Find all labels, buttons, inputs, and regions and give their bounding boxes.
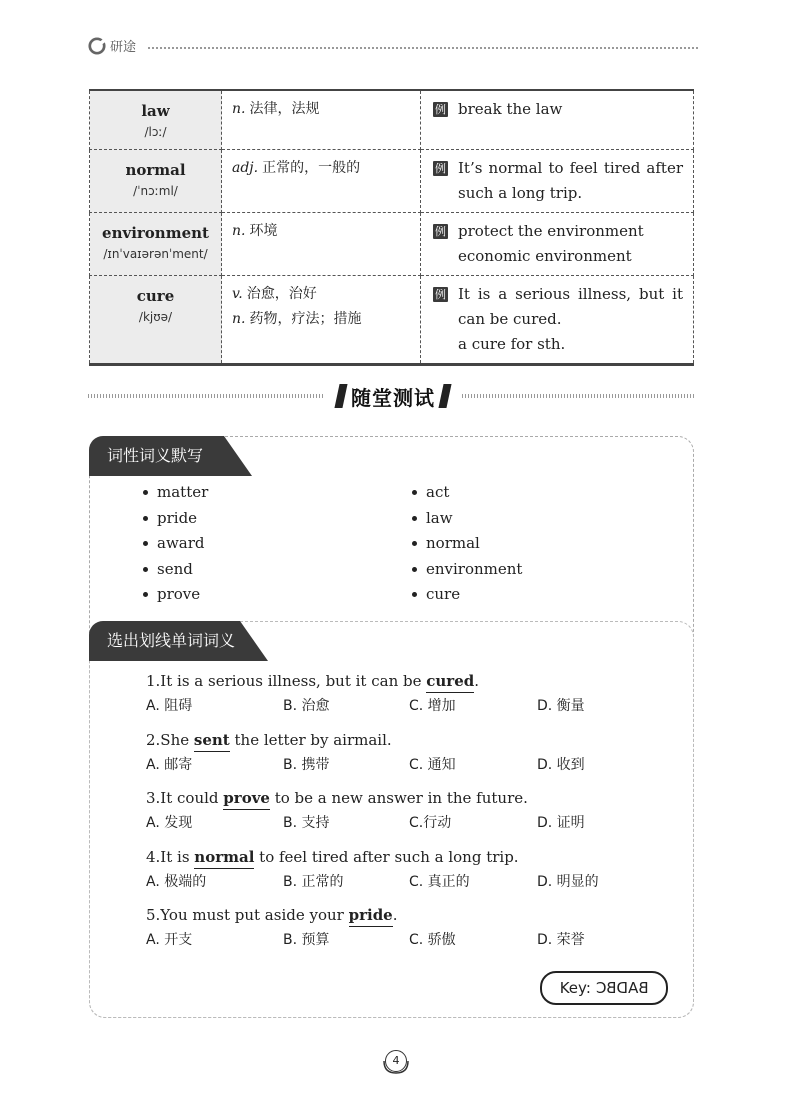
dictation-tab: 词性词义默写	[89, 436, 224, 476]
answer-key	[540, 971, 668, 1005]
list-item	[143, 582, 208, 608]
dictation-list-left	[143, 480, 208, 608]
quiz-question	[146, 845, 666, 895]
part-of-speech: n.	[232, 222, 246, 239]
vocab-row	[90, 149, 694, 212]
meaning: 法律，法规	[249, 101, 320, 117]
vocab-row	[90, 275, 694, 364]
option-c: C. 增加	[409, 698, 456, 714]
list-item-text: act	[426, 483, 450, 501]
vocab-word: law	[141, 102, 170, 120]
option-a: A. 开支	[146, 932, 193, 948]
section-banner	[88, 380, 696, 412]
list-item	[412, 506, 522, 532]
page-number	[381, 1046, 411, 1076]
page-header	[88, 36, 698, 60]
question-text: 5.You must put aside your	[146, 906, 349, 924]
example-text: It is a serious illness, but it can be cured.	[458, 284, 683, 328]
option-a: A. 邮寄	[146, 757, 193, 773]
example-cell	[421, 90, 694, 149]
bullet-icon	[412, 592, 417, 597]
question-text: .	[392, 906, 398, 924]
quiz-question	[146, 903, 666, 953]
example-badge-icon: 例	[435, 287, 446, 301]
vocab-phonetic: /ɪnˈvaɪərənˈment/	[103, 246, 208, 261]
list-item	[412, 582, 522, 608]
word-cell	[90, 275, 222, 364]
question-text: the letter by airmail.	[229, 731, 392, 749]
bullet-icon	[412, 490, 417, 495]
bracket-left-icon	[334, 384, 347, 408]
question-text: .	[474, 672, 480, 690]
dictation-list-right	[412, 480, 522, 608]
bullet-icon	[412, 541, 417, 546]
list-item	[412, 531, 522, 557]
option-c: C. 通知	[409, 757, 456, 773]
vocab-word: environment	[102, 223, 209, 242]
bullet-icon	[412, 516, 417, 521]
definition-cell	[222, 90, 421, 149]
banner-left-line	[88, 394, 324, 398]
vocab-phonetic: /kjʊə/	[138, 309, 173, 324]
quiz-question	[146, 786, 666, 836]
list-item-text: award	[157, 534, 205, 552]
vocab-word: normal	[125, 160, 186, 179]
page-number-text: 4	[385, 1050, 407, 1072]
vocab-phonetic: /lɔː/	[144, 125, 167, 139]
list-item-text: prove	[157, 585, 201, 603]
example-badge-icon: 例	[435, 161, 446, 175]
question-text: 2.She	[146, 731, 194, 749]
part-of-speech: v.	[232, 285, 243, 302]
option-a: A. 阻碍	[146, 698, 193, 714]
option-b: B. 预算	[283, 932, 330, 948]
definition-cell	[222, 275, 421, 364]
option-b: B. 携带	[283, 757, 330, 773]
option-d: D. 证明	[537, 815, 585, 831]
quiz-question	[146, 728, 666, 778]
list-item	[143, 506, 208, 532]
vocab-word: cure	[136, 286, 175, 305]
vocab-phonetic: /ˈnɔːml/	[133, 183, 178, 198]
brand-logo	[88, 36, 136, 55]
question-text: 1.It is a serious illness, but it can be	[146, 672, 427, 690]
underlined-word: normal	[194, 848, 254, 869]
list-item-text: send	[157, 559, 193, 578]
answer-key-value: BADBC	[595, 979, 649, 997]
list-item	[412, 557, 522, 583]
part-of-speech: n.	[232, 310, 246, 327]
option-c: C. 真正的	[409, 874, 470, 890]
option-d: D. 收到	[537, 757, 585, 773]
word-cell	[90, 212, 222, 275]
section-title	[328, 380, 458, 412]
quiz-question	[146, 669, 666, 719]
example-text: a cure for sth.	[458, 334, 566, 353]
quiz-tab: 选出划线单词词义	[89, 621, 240, 661]
list-item-text: law	[426, 508, 453, 527]
question-text: 4.It is	[146, 848, 195, 866]
example-cell	[421, 149, 694, 212]
option-b: B. 治愈	[283, 698, 330, 714]
example-text: protect the environment	[458, 221, 644, 240]
bracket-right-icon	[438, 384, 451, 408]
bullet-icon	[143, 490, 148, 495]
underlined-word: cured	[426, 672, 474, 693]
brand-name: 研途	[110, 40, 137, 55]
list-item	[143, 480, 208, 506]
vocab-row	[90, 90, 694, 149]
section-title-text: 随堂测试	[351, 385, 435, 410]
list-item-text: matter	[157, 483, 209, 501]
header-divider	[148, 47, 698, 49]
question-text: to be a new answer in the future.	[269, 789, 528, 807]
list-item	[143, 557, 208, 583]
option-b: B. 正常的	[283, 874, 344, 890]
bullet-icon	[143, 516, 148, 521]
option-c: C. 骄傲	[409, 932, 456, 948]
example-badge-icon: 例	[435, 103, 446, 116]
meaning: 正常的，一般的	[262, 159, 361, 176]
question-text: 3.It could	[146, 789, 224, 807]
option-a: A. 发现	[146, 815, 193, 831]
underlined-word: sent	[194, 731, 230, 752]
word-cell	[90, 149, 222, 212]
meaning: 治愈，治好	[246, 285, 317, 302]
list-item-text: normal	[426, 534, 480, 552]
underlined-word: pride	[349, 906, 393, 927]
example-cell	[421, 275, 694, 364]
answer-key-label: Key:	[559, 979, 591, 997]
list-item-text: pride	[157, 508, 198, 527]
underlined-word: prove	[223, 789, 270, 810]
bullet-icon	[143, 541, 148, 546]
list-item-text: cure	[426, 585, 461, 603]
bullet-icon	[412, 567, 417, 572]
bullet-icon	[143, 592, 148, 597]
example-cell	[421, 212, 694, 275]
swirl-logo-icon	[88, 37, 106, 55]
meaning: 药物，疗法；措施	[249, 310, 362, 327]
question-text: to feel tired after such a long trip.	[254, 848, 519, 866]
bullet-icon	[143, 567, 148, 572]
option-b: B. 支持	[283, 815, 330, 831]
list-item	[143, 531, 208, 557]
word-cell	[90, 90, 222, 149]
vocab-row	[90, 212, 694, 275]
definition-cell	[222, 149, 421, 212]
option-c: C.行动	[409, 815, 452, 831]
example-text: break the law	[458, 100, 563, 118]
example-badge-icon: 例	[435, 224, 446, 238]
part-of-speech: adj.	[232, 159, 259, 176]
example-text: economic environment	[458, 246, 632, 265]
option-a: A. 极端的	[146, 874, 207, 890]
example-text: It’s normal to feel tired after such a long trip.	[458, 158, 683, 202]
option-d: D. 衡量	[537, 698, 585, 714]
banner-right-line	[462, 394, 696, 398]
meaning: 环境	[249, 222, 278, 239]
list-item	[412, 480, 522, 506]
option-d: D. 明显的	[537, 874, 599, 890]
option-d: D. 荣誉	[537, 932, 585, 948]
part-of-speech: n.	[232, 101, 246, 117]
definition-cell	[222, 212, 421, 275]
list-item-text: environment	[426, 559, 523, 578]
vocab-table	[89, 89, 694, 366]
